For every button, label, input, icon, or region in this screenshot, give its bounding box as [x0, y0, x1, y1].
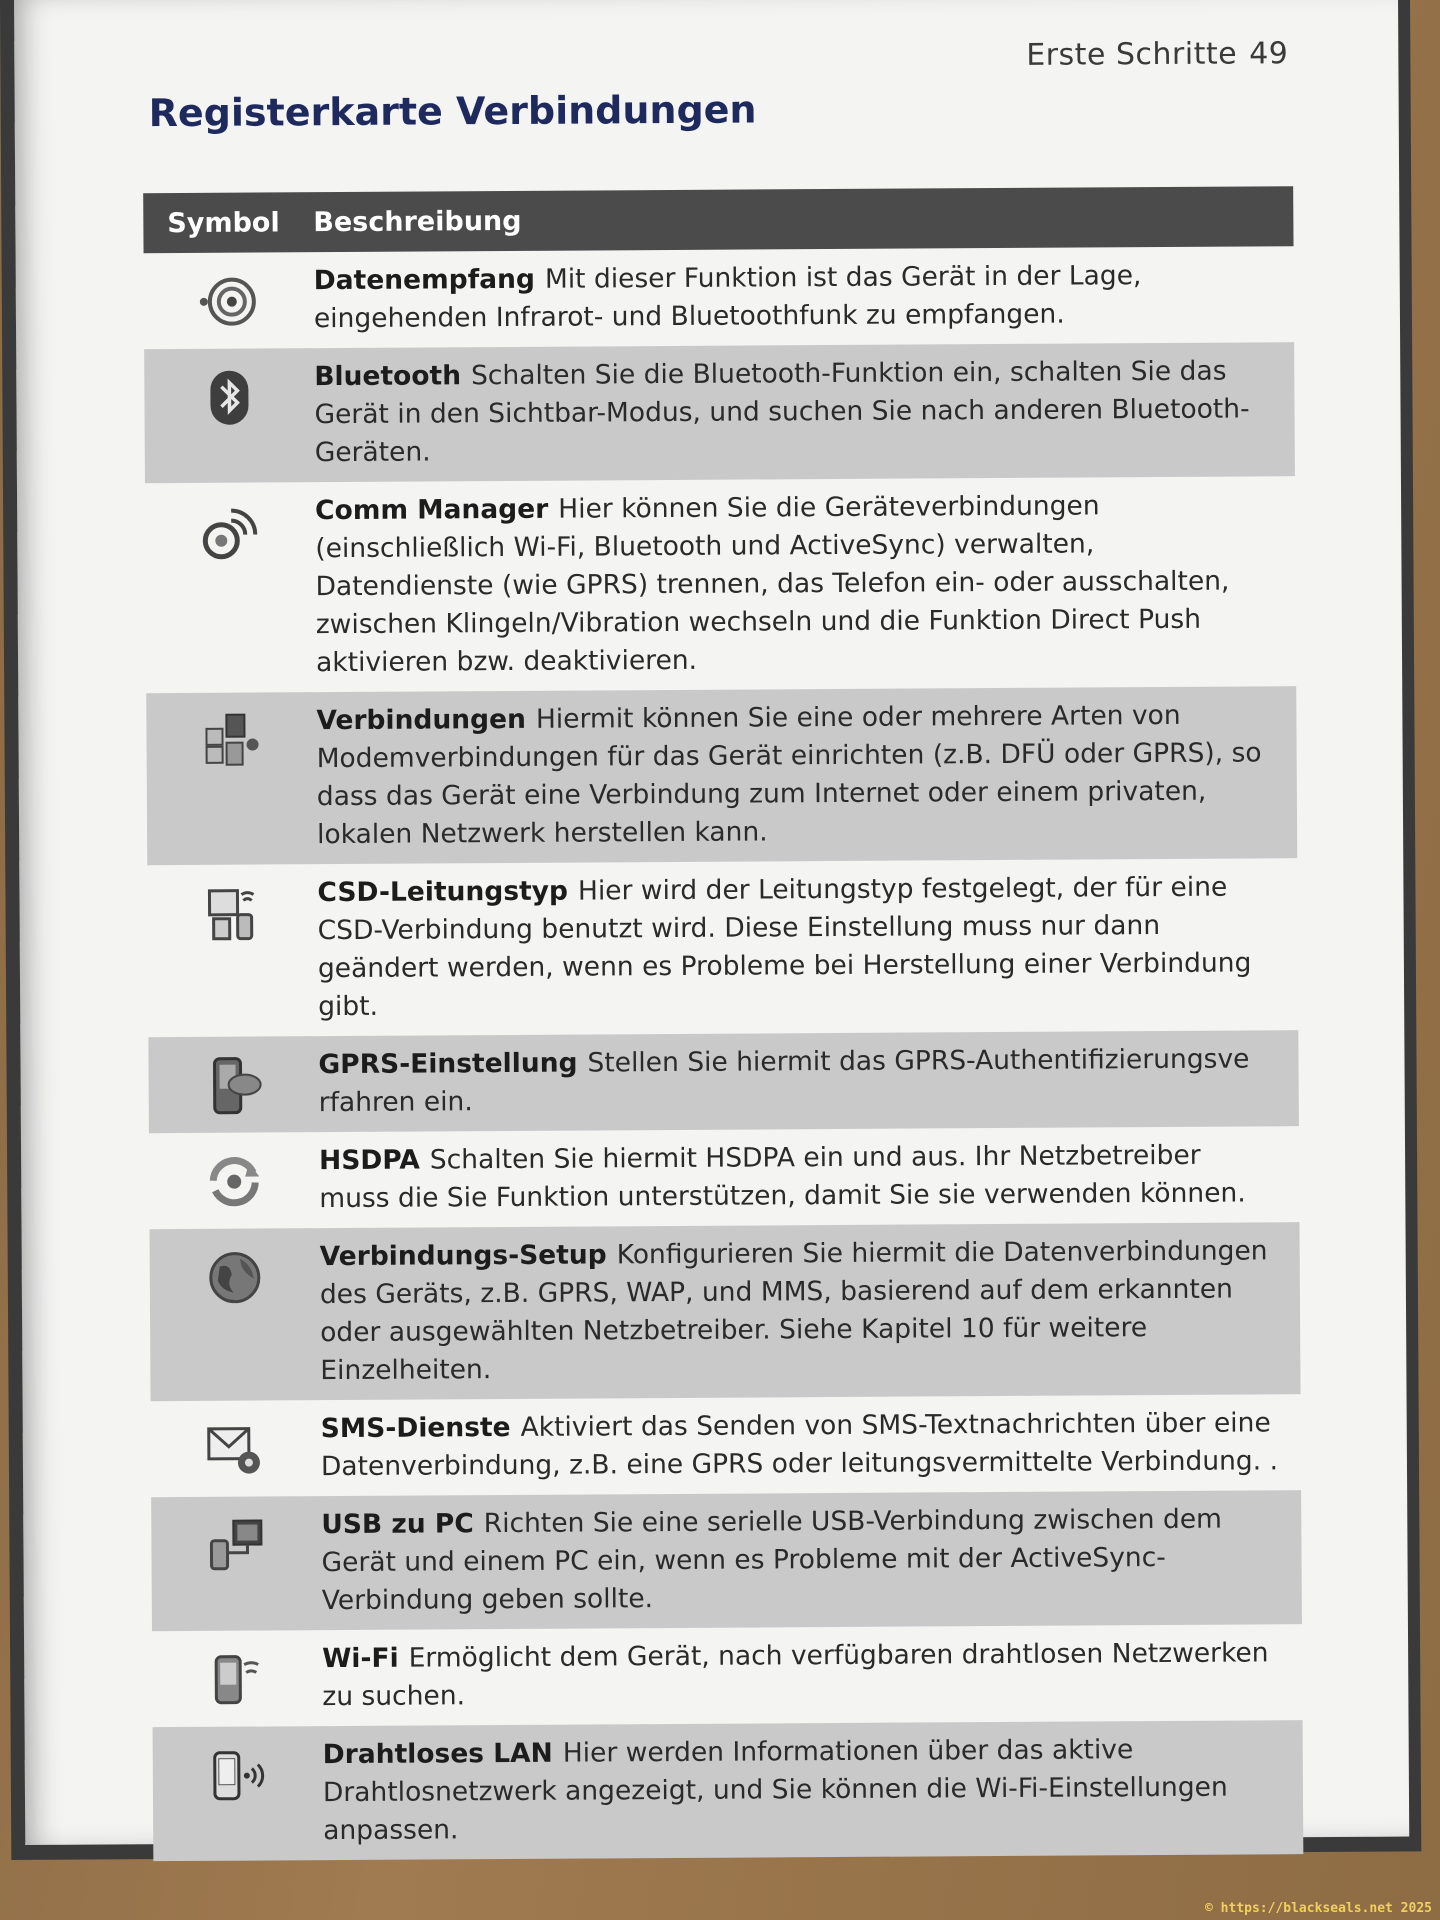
header-description: Beschreibung	[313, 205, 522, 238]
row-term: Verbindungs-Setup	[319, 1239, 607, 1273]
table-row	[148, 1030, 1299, 1133]
row-text: Konfigurieren Sie hiermit die Datenverbindungen des Geräts, z.B. GPRS, WAP, und MMS, basierend auf dem erkannten oder ausgewählten Netzbetreiber. Siehe Kapitel 10 für weitere Einzelheiten.	[319, 1235, 1268, 1387]
row-term: GPRS-Einstellung	[318, 1047, 578, 1081]
row-text: Aktiviert das Senden von SMS-Textnachrichten über eine Datenverbindung, z.B. eine GPRS oder leitungsvermittelte Verbindung. .	[320, 1407, 1279, 1483]
row-text: Hier können Sie die Geräteverbindungen (einschließlich Wi-Fi, Bluetooth und ActiveSync) verwalten, Datendienste (wie GPRS) trennen, das Telefon ein- oder ausschalten, zwischen Klingeln/Vibration wechseln und die Funktion Direct Push aktivieren bzw. deaktivieren.	[315, 490, 1230, 679]
table-row	[150, 1222, 1301, 1401]
table-row	[147, 858, 1298, 1037]
beam-receive-icon	[196, 268, 262, 334]
row-text: Hiermit können Sie eine oder mehrere Arten von Modemverbindungen für das Gerät einrichten (z.B. DFÜ oder GPRS), so dass das Gerät eine Verbindung zum Internet oder einem privaten, lokalen Netzwerk herstellen kann.	[316, 699, 1262, 851]
row-text: Hier werden Informationen über das aktive Drahtlosnetzwerk angezeigt, und Sie können die Wi-Fi-Einstellungen anpassen.	[322, 1734, 1228, 1847]
table-row	[145, 476, 1296, 693]
row-text: Ermöglicht dem Gerät, nach verfügbaren drahtlosen Netzwerken zu suchen.	[322, 1637, 1269, 1713]
comm-manager-icon	[197, 498, 263, 564]
watermark: © https://blackseals.net 2025	[1205, 1901, 1432, 1916]
row-term: USB zu PC	[321, 1508, 474, 1541]
row-term: CSD-Leitungstyp	[317, 875, 569, 909]
table-row	[146, 686, 1297, 865]
gprs-icon	[200, 1052, 266, 1118]
book-page	[14, 0, 1409, 1845]
running-title: Erste Schritte	[1026, 36, 1238, 73]
row-term: HSDPA	[319, 1144, 420, 1177]
table-row	[152, 1624, 1303, 1727]
table-row	[144, 246, 1295, 349]
csd-line-type-icon	[199, 880, 265, 946]
connections-table	[143, 186, 1303, 1861]
table-row	[149, 1126, 1300, 1229]
section-title: Registerkarte Verbindungen	[148, 87, 757, 136]
row-text: Stellen Sie hiermit das GPRS-Authentifizierungsve rfahren ein.	[318, 1043, 1250, 1119]
table-row	[151, 1490, 1302, 1631]
globe-icon	[202, 1244, 268, 1310]
row-term: Datenempfang	[313, 263, 535, 297]
wifi-icon	[204, 1646, 270, 1712]
connections-icon	[198, 708, 264, 774]
wireless-lan-icon	[205, 1742, 271, 1808]
row-term: Drahtloses LAN	[322, 1737, 553, 1771]
row-text: Mit dieser Funktion ist das Gerät in der Lage, eingehenden Infrarot- und Bluetoothfunk zu empfangen.	[313, 260, 1142, 335]
page-number: 49	[1249, 36, 1289, 72]
bluetooth-icon	[196, 364, 262, 430]
row-text: Hier wird der Leitungstyp festgelegt, der für eine CSD-Verbindung benutzt wird. Diese Einstellung muss nur dann geändert werden, wenn es Probleme bei Herstellung einer Verbindung gibt.	[317, 871, 1252, 1023]
row-term: Comm Manager	[315, 493, 549, 527]
usb-pc-icon	[203, 1512, 269, 1578]
table-row	[151, 1394, 1302, 1497]
row-text: Schalten Sie hiermit HSDPA ein und aus. Ihr Netzbetreiber muss die Sie Funktion unterstützen, damit Sie sie verwenden können.	[319, 1139, 1246, 1215]
table-row	[153, 1720, 1304, 1861]
row-text: Schalten Sie die Bluetooth-Funktion ein, schalten Sie das Gerät in den Sichtbar-Modus, und suchen Sie nach anderen Bluetooth-Geräten.	[314, 355, 1250, 469]
header-symbol: Symbol	[167, 206, 280, 239]
sms-settings-icon	[203, 1416, 269, 1482]
row-term: Wi-Fi	[322, 1642, 399, 1675]
table-header	[143, 186, 1293, 253]
row-term: Verbindungen	[316, 703, 527, 737]
row-text: Richten Sie eine serielle USB-Verbindung zwischen dem Gerät und einem PC ein, wenn es Probleme mit der ActiveSync-Verbindung geben sollte.	[321, 1503, 1222, 1617]
table-row	[144, 342, 1295, 483]
row-term: SMS-Dienste	[320, 1411, 511, 1445]
row-term: Bluetooth	[314, 360, 462, 393]
running-head	[1026, 36, 1288, 73]
hsdpa-icon	[201, 1148, 267, 1214]
